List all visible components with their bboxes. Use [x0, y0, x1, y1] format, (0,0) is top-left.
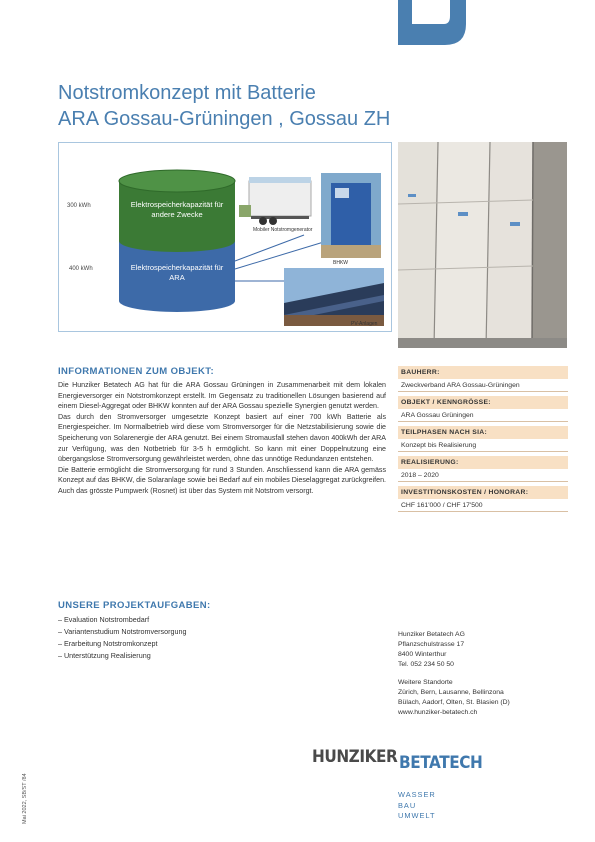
- brand-name-hunziker: HUNZIKER: [312, 747, 398, 767]
- brand-name-betatech: BETATECH: [399, 753, 483, 773]
- capacity-label-300: 300 kWh: [67, 203, 91, 209]
- battery-cabinet-graphic: [398, 142, 567, 348]
- locations-line-2: Bülach, Aadorf, Olten, St. Blasien (D): [398, 699, 510, 706]
- title-line-1: Notstromkonzept mit Batterie: [58, 82, 316, 104]
- fact-value-bauherr: Zweckverband ARA Gossau-Grüningen: [398, 379, 568, 392]
- fact-value-realisierung: 2018 – 2020: [398, 469, 568, 482]
- info-paragraph-3: Die Batterie ermöglicht die Stromversorgung für rund 3 Stunden. Anschliessend kann die ARA gemäss Konzept auf das BHKW, die Solaranlage sowie bei Bedarf auf ein mobiles Dieselaggregat zurückgreifen. Auch das grösste Pumpwerk (Rosnet) ist über das System mit Notstrom versorgt.: [58, 465, 386, 495]
- info-heading: INFORMATIONEN ZUM OBJEKT:: [58, 366, 215, 377]
- tagline-bau: BAU: [398, 800, 417, 810]
- tasks-list: [58, 614, 187, 662]
- caption-generator: Mobiler Notstromgenerator: [253, 227, 313, 233]
- project-facts: [398, 366, 568, 512]
- caption-bhkw: BHKW: [333, 260, 348, 266]
- brand-tagline: [398, 790, 436, 822]
- cylinder-bottom-label: Elektrospeicherkapazität für ARA: [130, 263, 224, 282]
- list-item: – Erarbeitung Notstromkonzept: [58, 639, 158, 648]
- title-line-2: ARA Gossau-Grüningen , Gossau ZH: [58, 108, 391, 130]
- list-item: – Unterstützung Realisierung: [58, 651, 151, 660]
- concept-diagram-graphic: [59, 143, 392, 332]
- fact-label-objekt: OBJEKT / KENNGRÖSSE:: [398, 396, 568, 409]
- info-body: [58, 380, 386, 497]
- locations-heading: Weitere Standorte: [398, 679, 453, 686]
- capacity-label-400: 400 kWh: [69, 266, 93, 272]
- fact-label-realisierung: REALISIERUNG:: [398, 456, 568, 469]
- website-link[interactable]: www.hunziker-betatech.ch: [398, 709, 478, 716]
- battery-cabinet-photo: [398, 142, 567, 348]
- contact-phone: Tel. 052 234 50 50: [398, 661, 454, 668]
- fact-label-kosten: INVESTITIONSKOSTEN / HONORAR:: [398, 486, 568, 499]
- fact-value-kosten: CHF 161'000 / CHF 17'500: [398, 499, 568, 512]
- fact-value-objekt: ARA Gossau Grüningen: [398, 409, 568, 422]
- brand-logo-mark: [398, 0, 466, 45]
- contact-city: 8400 Winterthur: [398, 651, 447, 658]
- cylinder-top-label: Elektrospeicherkapazität für andere Zwecke: [130, 200, 224, 219]
- fact-label-teilphasen: TEILPHASEN NACH SIA:: [398, 426, 568, 439]
- concept-diagram: [58, 142, 392, 332]
- locations-line-1: Zürich, Bern, Lausanne, Bellinzona: [398, 689, 504, 696]
- list-item: – Evaluation Notstrombedarf: [58, 615, 150, 624]
- contact-block: [398, 630, 568, 718]
- contact-street: Pflanzschulstrasse 17: [398, 641, 465, 648]
- caption-pv: PV-Anlagen: [351, 321, 378, 327]
- fact-value-teilphasen: Konzept bis Realisierung: [398, 439, 568, 452]
- contact-company: Hunziker Betatech AG: [398, 631, 465, 638]
- brand-logo: [312, 745, 512, 771]
- fact-label-bauherr: BAUHERR:: [398, 366, 568, 379]
- tasks-heading: UNSERE PROJEKTAUFGABEN:: [58, 600, 211, 611]
- tagline-umwelt: UMWELT: [398, 811, 436, 820]
- info-paragraph-2: Das durch den Stromversorger umgesetzte Konzept basiert auf einer 700 kWh Batterie als Energiespeicher. Im Normalbetrieb wird diese vom Stromversorger für die Netzstabilisierung sowie die Speicherung von Solarenergie der ARA genutzt. Bei einem Stromausfall stehen davon 400kWh der ARA zur Verfügung, was den Notbetrieb für 3-5 h ermöglicht. So kann mit einer Doppelnutzung eine übergangslose Stromversorgung gewährleistet werden, ohne das unnötige Redundanzen entstehen.: [58, 412, 386, 464]
- page-title: [58, 80, 478, 132]
- list-item: – Variantenstudium Notstromversorgung: [58, 627, 187, 636]
- document-date-note: Mai 2022, SB/ST /84: [22, 773, 28, 824]
- tagline-wasser: WASSER: [398, 790, 436, 799]
- info-paragraph-1: Die Hunziker Betatech AG hat für die ARA Gossau Grüningen in Zusammenarbeit mit dem lokalen Energieversorger ein Notstromkonzept erstellt. Im Gegensatz zu traditionellen Lösungen basierend auf einem Diesel-Aggregat oder BHKW konnten auf der ARA Gossau spezielle Synergien genutzt werden.: [58, 381, 386, 411]
